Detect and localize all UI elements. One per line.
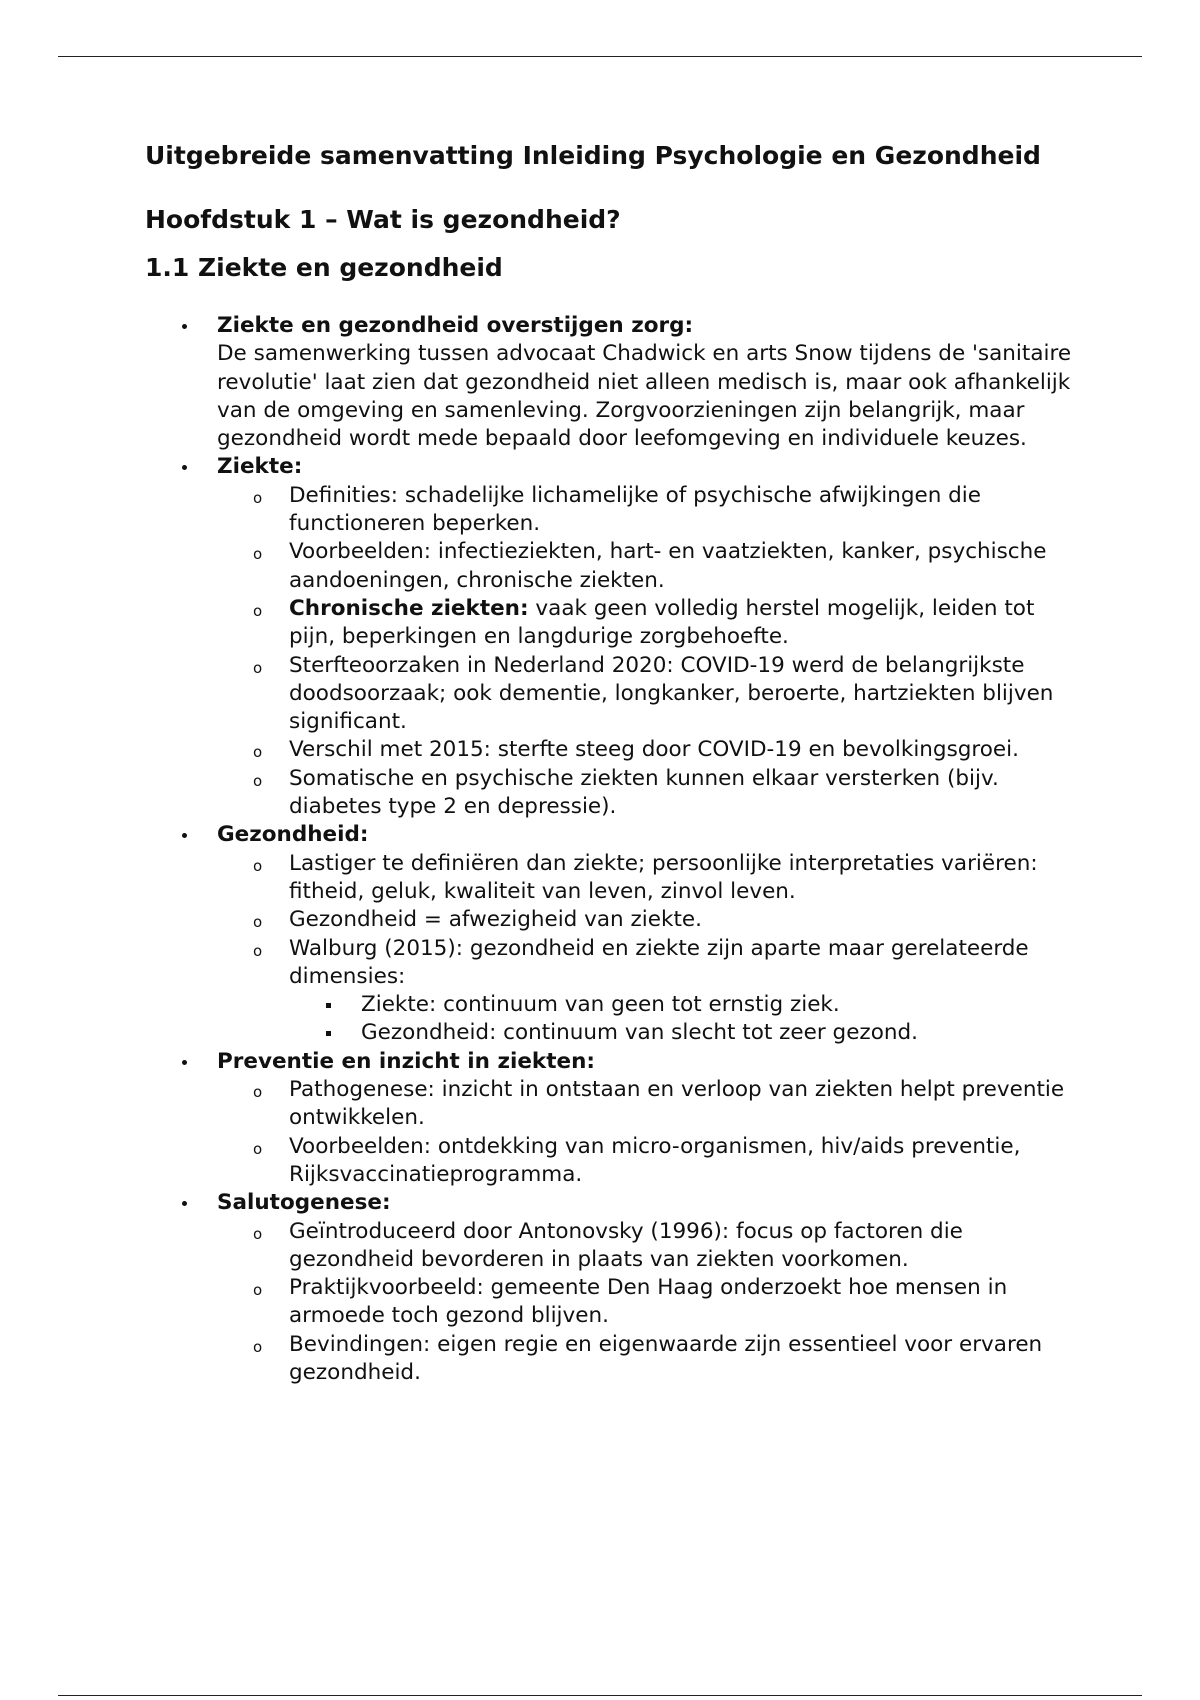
chronic-label: Chronische ziekten:	[289, 595, 529, 621]
sub-list	[217, 482, 1075, 822]
list-item: Gezondheid: continuum van slecht tot zeer gezond.	[361, 1019, 1075, 1047]
list-item: o Geïntroduceerd door Antonovsky (1996): focus op factoren die gezondheid bevorderen in plaats van ziekten voorkomen.	[289, 1218, 1075, 1275]
list-item	[217, 312, 1075, 453]
list-item	[217, 1189, 1075, 1387]
list-item: o Bevindingen: eigen regie en eigenwaarde zijn essentieel voor ervaren gezondheid.	[289, 1331, 1075, 1388]
bullet-heading: Ziekte:	[217, 454, 303, 480]
list-item	[217, 821, 1075, 1047]
list-item: o Sterfteoorzaken in Nederland 2020: COVID-19 werd de belangrijkste doodsoorzaak; ook dementie, longkanker, beroerte, hartziekten blijven significant.	[289, 652, 1075, 737]
list-item	[289, 595, 1075, 652]
bullet-heading: Salutogenese:	[217, 1190, 391, 1216]
chronic-text: vaak geen volledig herstel mogelijk, leiden tot pijn, beperkingen en langdurige zorgbehoefte.	[289, 595, 1035, 650]
list-item-text: Walburg (2015): gezondheid en ziekte zijn aparte maar gerelateerde dimensies:	[289, 935, 1029, 989]
list-item	[217, 453, 1075, 821]
page-bottom-rule	[58, 1695, 1142, 1696]
sub-list	[217, 850, 1075, 1048]
bullet-paragraph: De samenwerking tussen advocaat Chadwick en arts Snow tijdens de 'sanitaire revolutie' laat zien dat gezondheid niet alleen medisch is, maar ook afhankelijk van de omgeving en samenleving. Zorgvoorzieningen zijn belangrijk, maar gezondheid wordt mede bepaald door leefomgeving en individuele keuzes.	[217, 341, 1072, 452]
chapter-title: Hoofdstuk 1 – Wat is gezondheid?	[145, 205, 621, 234]
list-item: o Voorbeelden: infectieziekten, hart- en vaatziekten, kanker, psychische aandoeningen, chronische ziekten.	[289, 538, 1075, 595]
bullet-heading: Gezondheid:	[217, 822, 369, 848]
bullet-heading: Ziekte en gezondheid overstijgen zorg:	[217, 313, 694, 338]
section-title: 1.1 Ziekte en gezondheid	[145, 253, 503, 282]
main-bullet-list	[145, 312, 1075, 1387]
list-item: o Definities: schadelijke lichamelijke of psychische afwijkingen die functioneren beperken.	[289, 482, 1075, 539]
list-item	[217, 1048, 1075, 1189]
list-item: o Somatische en psychische ziekten kunnen elkaar versterken (bijv. diabetes type 2 en depressie).	[289, 765, 1075, 822]
list-item: o Voorbeelden: ontdekking van micro-organismen, hiv/aids preventie, Rijksvaccinatieprogramma.	[289, 1133, 1075, 1190]
list-item: o Lastiger te definiëren dan ziekte; persoonlijke interpretaties variëren: fitheid, geluk, kwaliteit van leven, zinvol leven.	[289, 850, 1075, 907]
list-item: Ziekte: continuum van geen tot ernstig ziek.	[361, 991, 1075, 1019]
list-item: o Praktijkvoorbeeld: gemeente Den Haag onderzoekt hoe mensen in armoede toch gezond blijven.	[289, 1274, 1075, 1331]
sub-list	[217, 1218, 1075, 1388]
page-top-rule	[58, 56, 1142, 57]
list-item: o Verschil met 2015: sterfte steeg door COVID-19 en bevolkingsgroei.	[289, 736, 1075, 764]
bullet-heading: Preventie en inzicht in ziekten:	[217, 1048, 595, 1074]
list-item: o Pathogenese: inzicht in ontstaan en verloop van ziekten helpt preventie ontwikkelen.	[289, 1076, 1075, 1133]
sub-list	[217, 1076, 1075, 1189]
list-item	[289, 935, 1075, 1048]
page-content	[145, 140, 1075, 1387]
list-item: o Gezondheid = afwezigheid van ziekte.	[289, 906, 1075, 934]
document-title: Uitgebreide samenvatting Inleiding Psychologie en Gezondheid	[145, 141, 1041, 170]
sub-sub-list	[289, 991, 1075, 1048]
